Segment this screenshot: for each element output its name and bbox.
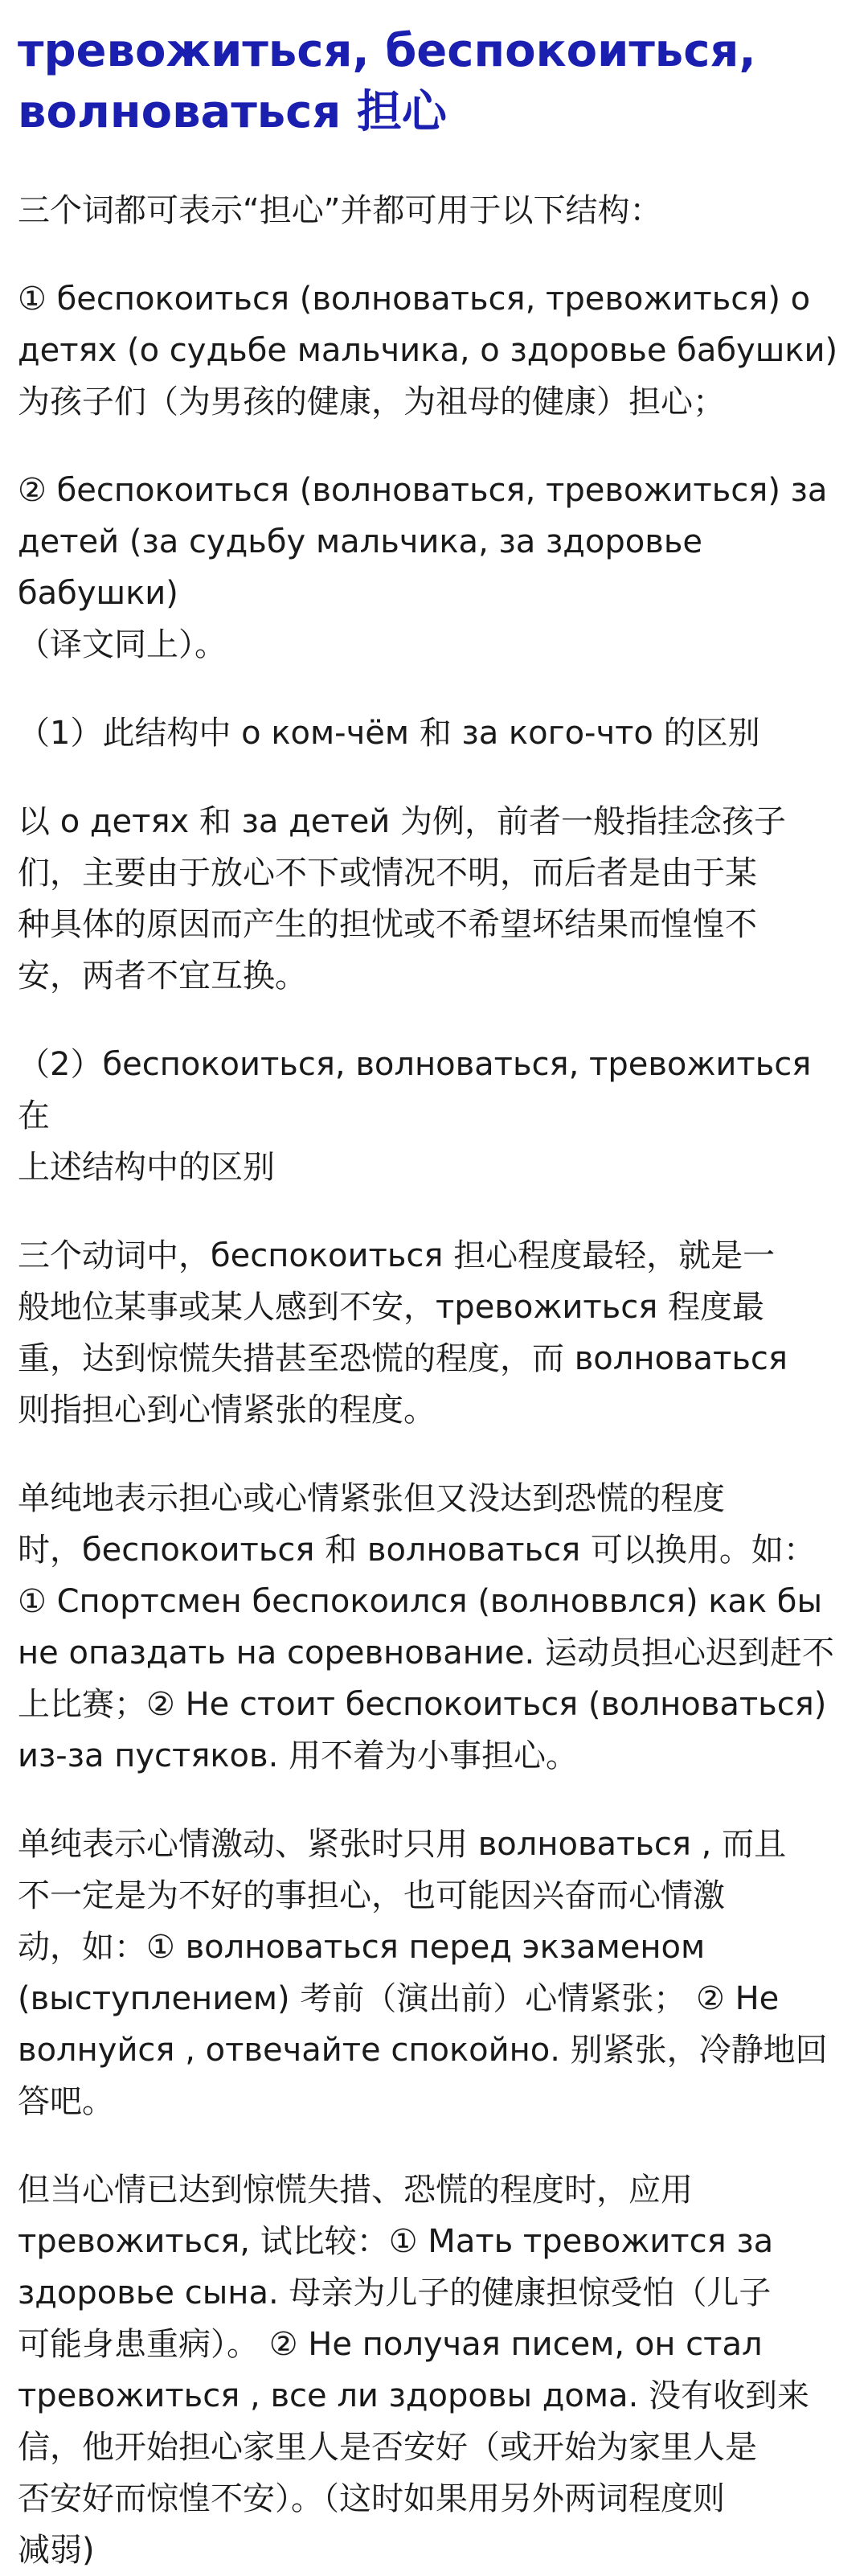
paragraph [18,708,850,759]
paragraph [18,273,850,428]
paragraph-line: из-за пустяков. 用不着为小事担心。 [18,1737,579,1774]
paragraph-line: 重，达到惊慌失措甚至恐慌的程度，而 волноваться [18,1340,788,1377]
paragraph [18,465,850,671]
paragraph-line: тревожиться , все ли здоровы дома. 没有收到来 [18,2377,809,2414]
paragraph-line: 上述结构中的区别 [18,1149,275,1186]
paragraph-line: не опаздать на соревнование. 运动员担心迟到赶不 [18,1635,834,1672]
paragraph-line: 单纯表示心情激动、紧张时只用 волноваться , 而且 [18,1826,787,1863]
paragraph-line: здоровье сына. 母亲为儿子的健康担惊受怕（儿子 [18,2275,772,2311]
paragraph-line: 以 о детях 和 за детей 为例，前者一般指挂念孩子 [18,803,787,840]
paragraph-line: （译文同上）。 [18,626,227,663]
title-line-1: тревожиться, беспокоиться, [18,25,756,77]
paragraph-line: 安，两者不宜互换。 [18,958,307,995]
paragraph-line: （1）此结构中 о ком-чём 和 за кого-что 的区别 [18,715,760,752]
paragraph-line: 答吧。 [18,2083,114,2120]
paragraph [18,1473,850,1782]
paragraph-line: 但当心情已达到惊慌失措、恐慌的程度时，应用 [18,2172,693,2209]
paragraph-line: тревожиться, 试比较：① Мать тревожится за [18,2223,774,2260]
paragraph-line: 时，беспокоиться 和 волноваться 可以换用。如： [18,1532,816,1569]
paragraph [18,2164,850,2576]
paragraph-line: 信，他开始担心家里人是否安好（或开始为家里人是 [18,2429,757,2466]
paragraph-line: （2）беспокоиться, волноваться, тревожиться 在 [18,1046,812,1134]
article-body [18,185,850,2576]
paragraph-line: 单纯地表示担心或心情紧张但又没达到恐慌的程度 [18,1480,725,1517]
article-title [18,21,850,143]
paragraph-line: 可能身患重病）。 ② Не получая писем, он стал [18,2326,763,2363]
paragraph-line: 种具体的原因而产生的担忧或不希望坏结果而惶惶不 [18,906,757,943]
paragraph-line: ① Спортсмен беспокоился (волноввлся) как бы [18,1583,823,1620]
paragraph [18,1039,850,1193]
paragraph-line: 不一定是为不好的事担心，也可能因兴奋而心情激 [18,1877,725,1914]
paragraph [18,1819,850,2127]
paragraph-line: 则指担心到心情紧张的程度。 [18,1392,436,1429]
paragraph-line: 上比赛；② Не стоит беспокоиться (волноваться) [18,1686,827,1723]
paragraph-line: (выступлением) 考前（演出前）心情紧张； ② Не [18,1980,780,2017]
paragraph [18,796,850,1002]
paragraph-line: 般地位某事或某人感到不安，тревожиться 程度最 [18,1289,765,1326]
paragraph-line: 动，如：① волноваться перед экзаменом [18,1929,706,1966]
paragraph-line: детей (за судьбу мальчика, за здоровье бабушки) [18,523,703,612]
paragraph-line: 减弱) [18,2532,95,2569]
paragraph-line: детях (о судьбе мальчика, о здоровье бабушки) [18,332,838,369]
paragraph [18,1230,850,1436]
paragraph [18,185,850,236]
paragraph-line: 们，主要由于放心不下或情况不明，而后者是由于某 [18,855,757,892]
paragraph-line: 否安好而惊惶不安）。（这时如果用另外两词程度则 [18,2480,725,2517]
paragraph-line: волнуйся , отвечайте спокойно. 别紧张，冷静地回 [18,2032,828,2069]
paragraph-line: ② беспокоиться (волноваться, тревожиться) за [18,472,828,509]
paragraph-line: 三个词都可表示“担心”并都可用于以下结构： [18,192,662,229]
title-line-2: волноваться 担心 [18,86,447,138]
paragraph-line: 三个动词中，беспокоиться 担心程度最轻，就是一 [18,1237,776,1274]
paragraph-line: 为孩子们（为男孩的健康，为祖母的健康）担心； [18,384,725,420]
paragraph-line: ① беспокоиться (волноваться, тревожиться) о [18,281,811,318]
